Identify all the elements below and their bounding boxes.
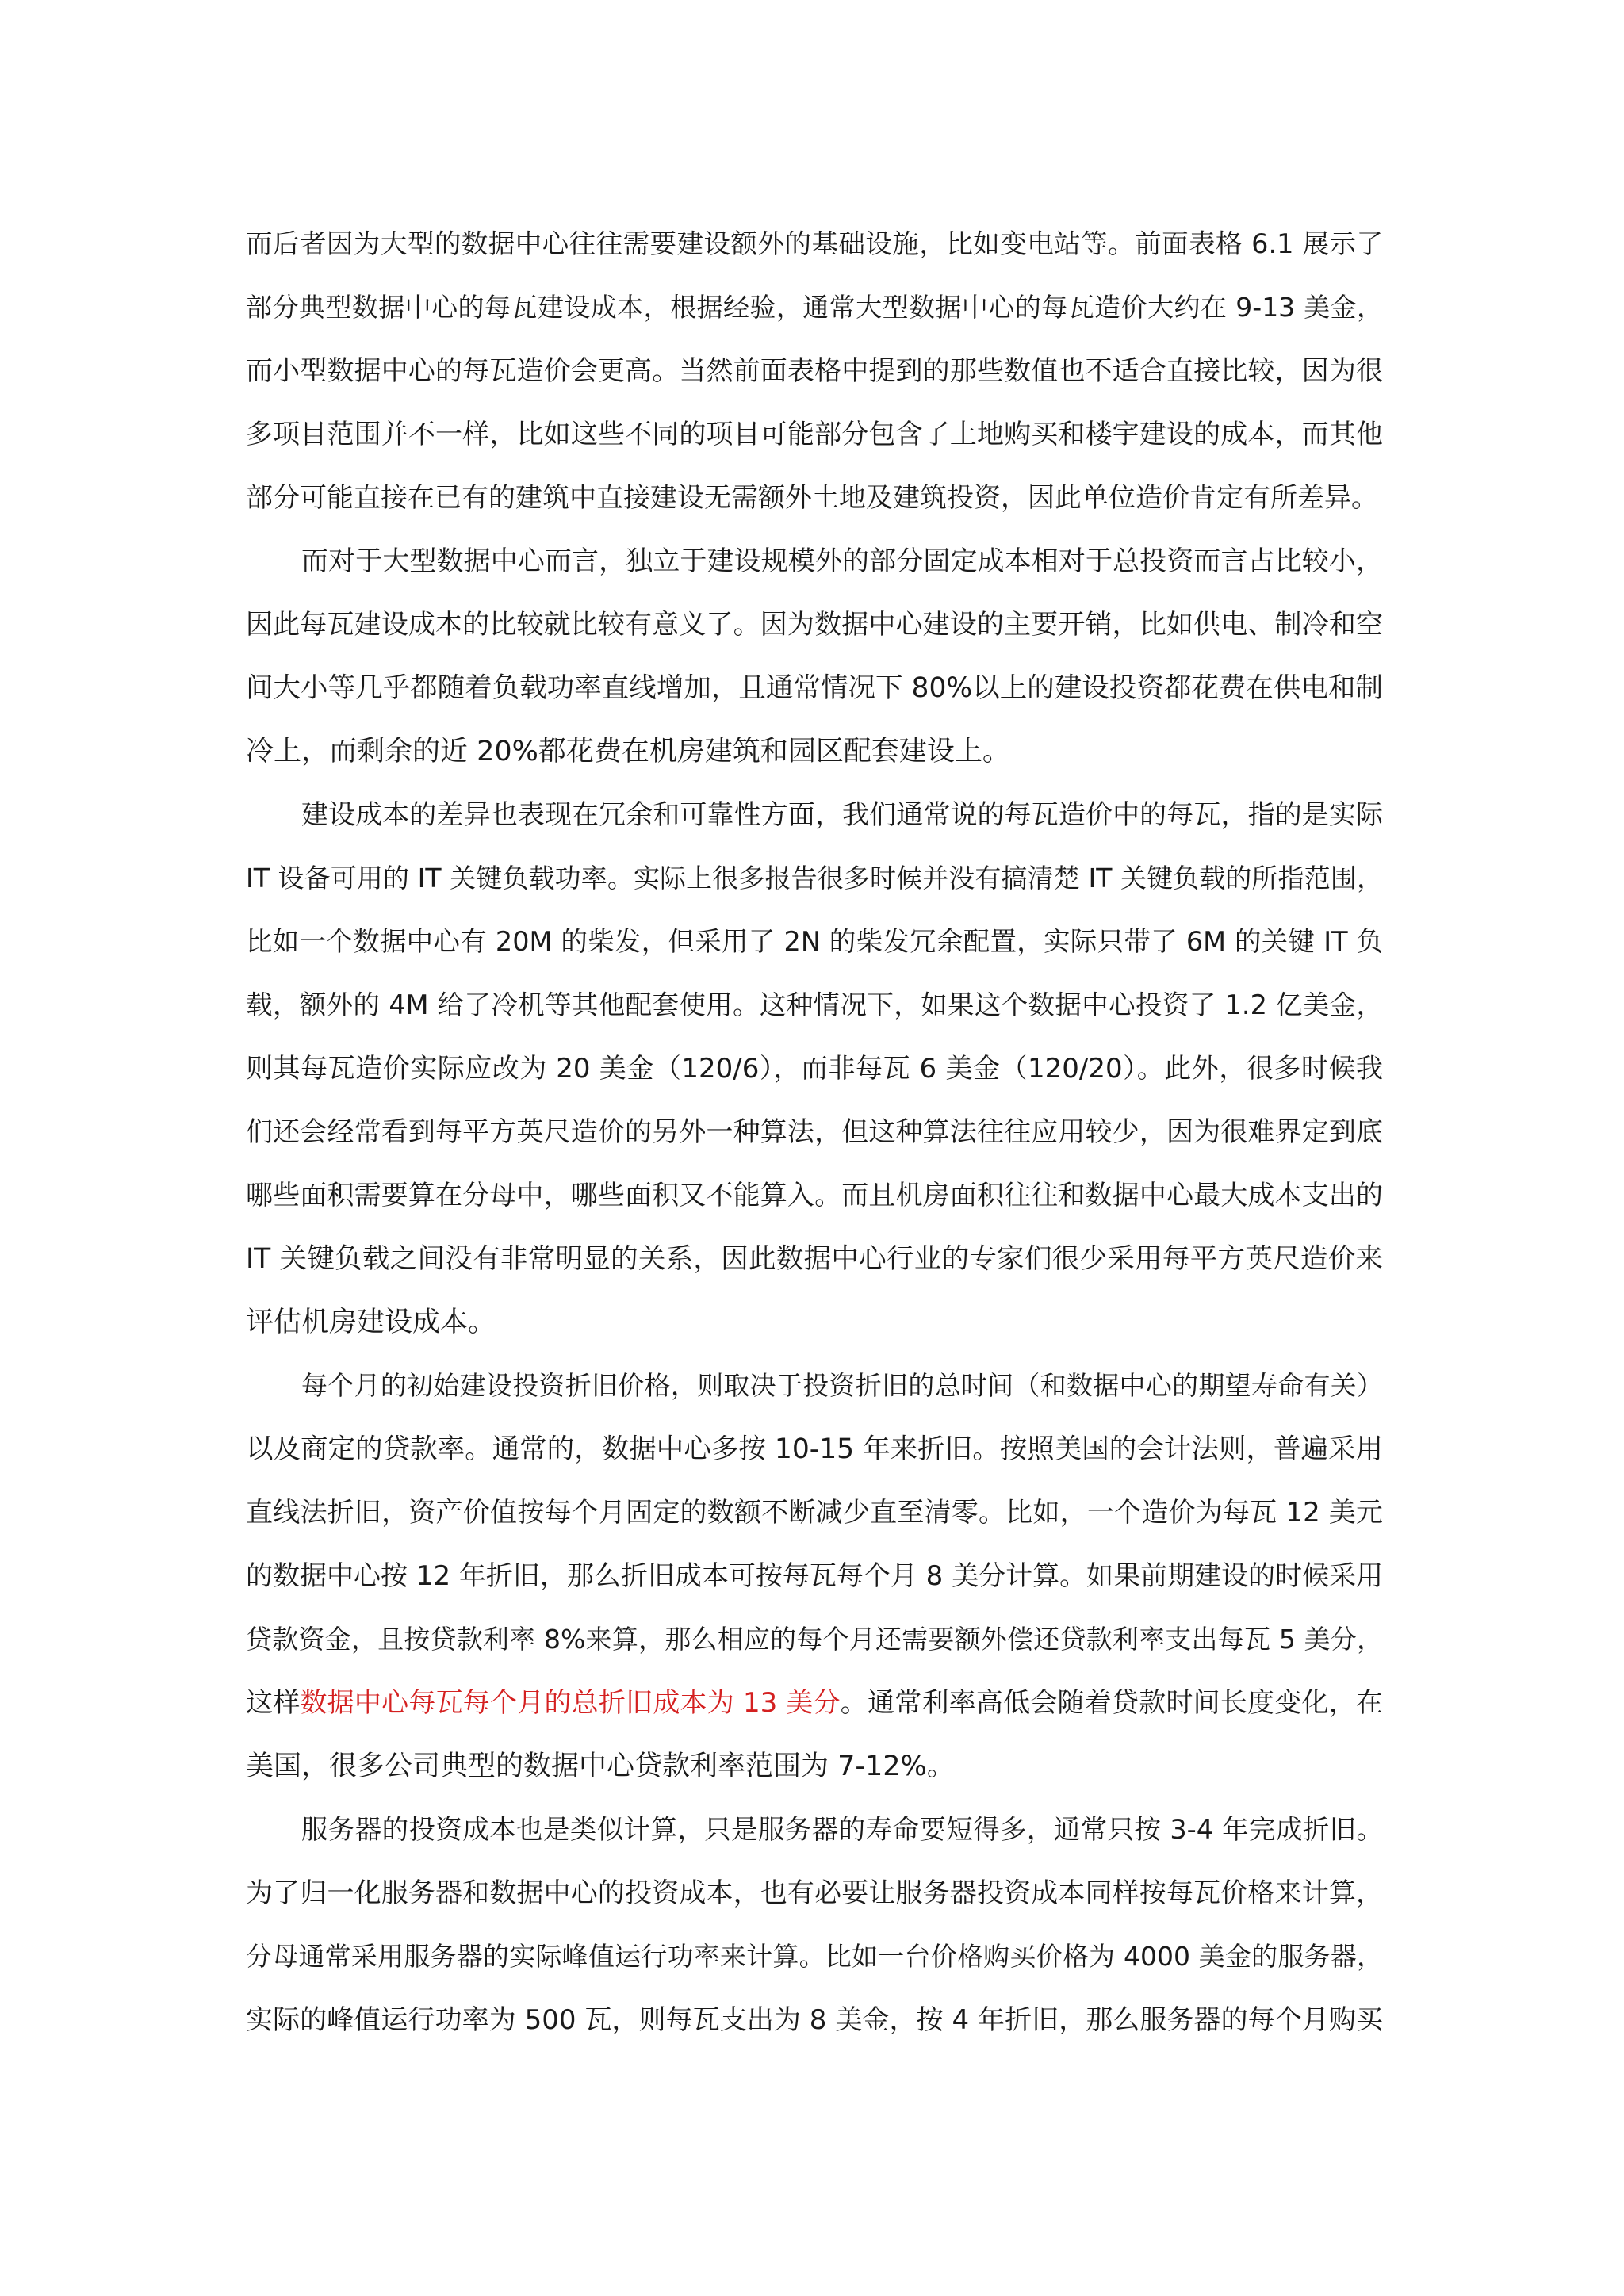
text-line: 以及商定的贷款率。通常的，数据中心多按 10-15 年来折旧。按照美国的会计法则，普遍采用 (246, 1433, 1383, 1465)
text-segment: 。通常利率高低会随着贷款时间长度变化，在 (840, 1687, 1384, 1719)
text-line: 部分典型数据中心的每瓦建设成本，根据经验，通常大型数据中心的每瓦造价大约在 9-13 美金， (246, 292, 1383, 323)
paragraph-4 (246, 1354, 1383, 1798)
document-page (246, 212, 1383, 2052)
text-line-with-highlight (246, 1671, 1383, 1735)
text-line: 们还会经常看到每平方英尺造价的另外一种算法，但这种算法往往应用较少，因为很难界定到底 (246, 1116, 1383, 1148)
text-segment: 这样 (246, 1687, 301, 1719)
text-line: 建设成本的差异也表现在冗余和可靠性方面，我们通常说的每瓦造价中的每瓦，指的是实际 (301, 799, 1383, 831)
text-line: 冷上，而剩余的近 20%都花费在机房建筑和园区配套建设上。 (246, 736, 1010, 767)
paragraph-2 (246, 530, 1383, 783)
text-line: 实际的峰值运行功率为 500 瓦，则每瓦支出为 8 美金，按 4 年折旧，那么服务器的每个月购买 (246, 2004, 1383, 2036)
text-line: 每个月的初始建设投资折旧价格，则取决于投资折旧的总时间（和数据中心的期望寿命有关） (301, 1370, 1383, 1401)
text-line: 而小型数据中心的每瓦造价会更高。当然前面表格中提到的那些数值也不适合直接比较，因为很 (246, 355, 1383, 387)
text-line: 而对于大型数据中心而言，独立于建设规模外的部分固定成本相对于总投资而言占比较小， (301, 545, 1383, 577)
text-line: 则其每瓦造价实际应改为 20 美金（120/6），而非每瓦 6 美金（120/20）。此外，很多时候我 (246, 1053, 1383, 1085)
text-line: 直线法折旧，资产价值按每个月固定的数额不断减少直至清零。比如，一个造价为每瓦 12 美元 (246, 1497, 1383, 1529)
text-line: 为了归一化服务器和数据中心的投资成本，也有必要让服务器投资成本同样按每瓦价格来计算， (246, 1877, 1383, 1909)
text-line: 部分可能直接在已有的建筑中直接建设无需额外土地及建筑投资，因此单位造价肯定有所差异。 (246, 482, 1378, 514)
text-line: 分母通常采用服务器的实际峰值运行功率来计算。比如一台价格购买价格为 4000 美金的服务器， (246, 1941, 1383, 1972)
highlighted-text: 数据中心每瓦每个月的总折旧成本为 13 美分 (300, 1687, 841, 1719)
text-line: 间大小等几乎都随着负载功率直线增加，且通常情况下 80%以上的建设投资都花费在供电和制 (246, 672, 1383, 704)
text-line: IT 关键负载之间没有非常明显的关系，因此数据中心行业的专家们很少采用每平方英尺造价来 (246, 1243, 1383, 1275)
paragraph-1 (246, 212, 1383, 530)
text-line: 多项目范围并不一样，比如这些不同的项目可能部分包含了土地购买和楼宇建设的成本，而其他 (246, 419, 1383, 450)
text-line: 比如一个数据中心有 20M 的柴发，但采用了 2N 的柴发冗余配置，实际只带了 6M 的关键 IT 负 (246, 926, 1383, 957)
text-line: 载，额外的 4M 给了冷机等其他配套使用。这种情况下，如果这个数据中心投资了 1.2 亿美金， (246, 989, 1383, 1020)
text-line: 而后者因为大型的数据中心往往需要建设额外的基础设施，比如变电站等。前面表格 6.1 展示了 (246, 228, 1383, 259)
paragraph-5 (246, 1798, 1383, 2052)
text-line: 因此每瓦建设成本的比较就比较有意义了。因为数据中心建设的主要开销，比如供电、制冷和空 (246, 609, 1383, 641)
text-line: 评估机房建设成本。 (246, 1307, 496, 1338)
paragraph-3 (246, 783, 1383, 1354)
text-line: 贷款资金，且按贷款利率 8%来算，那么相应的每个月还需要额外偿还贷款利率支出每瓦 5 美分， (246, 1624, 1383, 1655)
text-line: IT 设备可用的 IT 关键负载功率。实际上很多报告很多时候并没有搞清楚 IT 关键负载的所指范围， (246, 863, 1383, 894)
text-line: 服务器的投资成本也是类似计算，只是服务器的寿命要短得多，通常只按 3-4 年完成折旧。 (301, 1814, 1383, 1845)
text-line: 哪些面积需要算在分母中，哪些面积又不能算入。而且机房面积往往和数据中心最大成本支出的 (246, 1180, 1383, 1211)
text-line: 美国，很多公司典型的数据中心贷款利率范围为 7-12%。 (246, 1751, 955, 1782)
text-line: 的数据中心按 12 年折旧，那么折旧成本可按每瓦每个月 8 美分计算。如果前期建设的时候采用 (246, 1560, 1384, 1592)
